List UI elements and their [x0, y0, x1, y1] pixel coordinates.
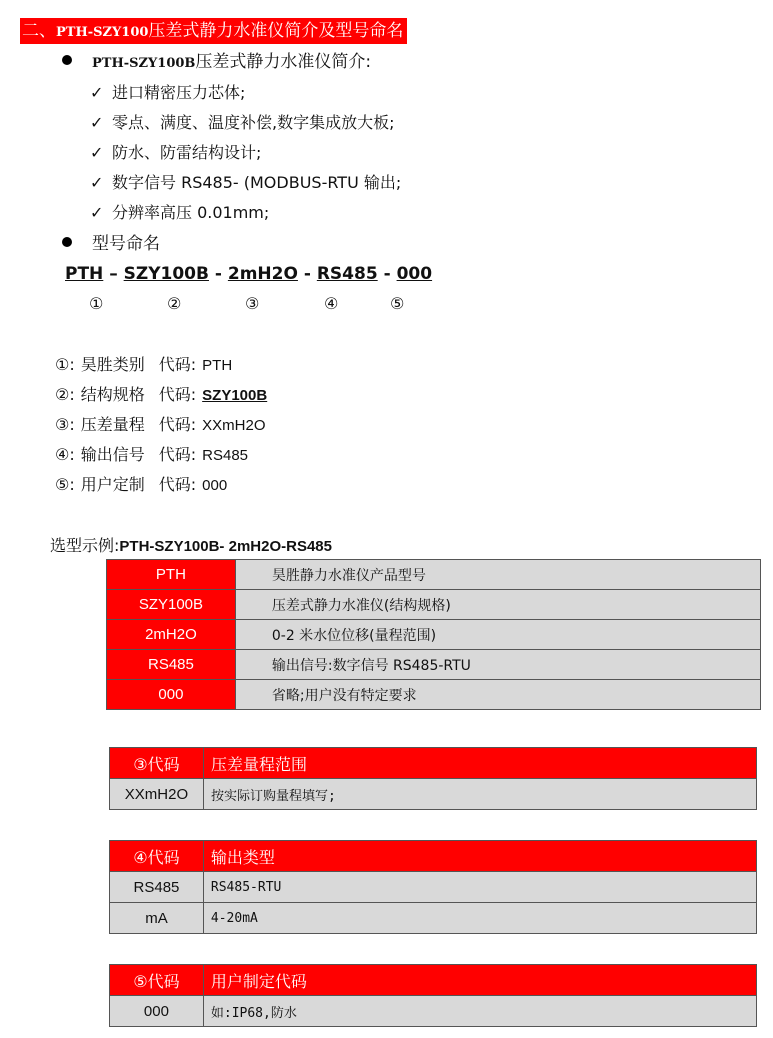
check-icon: ✓: [90, 143, 104, 162]
feature-item: [90, 171, 401, 195]
definition-code-label: 代码:: [158, 355, 197, 374]
table-key: PTH: [107, 560, 236, 590]
model-separator: -: [208, 264, 228, 284]
table-header-row: [110, 965, 757, 996]
range-table: [109, 747, 757, 810]
table-key: RS485: [107, 650, 236, 680]
definition-row: [55, 473, 227, 498]
table-row: [107, 590, 761, 620]
table-key: 000: [110, 996, 204, 1027]
model-marker: ④: [324, 294, 339, 313]
feature-item: [90, 201, 269, 225]
table-value: RS485-RTU: [203, 872, 756, 903]
definition-name: 结构规格: [80, 385, 145, 404]
feature-item: [90, 81, 245, 105]
model-marker: ③: [245, 294, 260, 313]
definition-name: 输出信号: [80, 445, 145, 464]
definition-marker: ④:: [55, 445, 75, 464]
table-row: [110, 996, 757, 1027]
table-key: mA: [110, 903, 204, 934]
table-key: SZY100B: [107, 590, 236, 620]
definition-code: PTH: [202, 357, 233, 374]
model-part-custom: 000: [396, 264, 433, 284]
definition-row: [55, 413, 266, 438]
table-row: [107, 650, 761, 680]
definition-row: [55, 383, 267, 408]
intro-text: 压差式静力水准仪简介:: [195, 52, 372, 72]
table-header-row: [110, 841, 757, 872]
check-icon: ✓: [90, 173, 104, 192]
table-value: 输出信号:数字信号 RS485-RTU: [235, 650, 760, 680]
table-header-value: 输出类型: [203, 841, 756, 872]
table-header-key: ⑤代码: [110, 965, 204, 996]
example-value: PTH-SZY100B- 2mH2O-RS485: [119, 538, 332, 555]
model-marker: ②: [167, 294, 182, 313]
naming-bullet: [62, 232, 160, 256]
definition-marker: ③:: [55, 415, 75, 434]
feature-text: 防水、防雷结构设计;: [112, 143, 262, 162]
definition-marker: ①:: [55, 355, 75, 374]
definition-code: RS485: [202, 447, 249, 464]
table-header-row: [110, 748, 757, 779]
table-key: RS485: [110, 872, 204, 903]
table-key: 000: [107, 680, 236, 710]
model-separator: -: [377, 264, 397, 284]
feature-text: 分辨率高压 0.01mm;: [112, 203, 270, 222]
definition-marker: ②:: [55, 385, 75, 404]
table-value: 如:IP68,防水: [203, 996, 756, 1027]
definition-marker: ⑤:: [55, 475, 75, 494]
table-value: 昊胜静力水准仪产品型号: [235, 560, 760, 590]
definition-name: 压差量程: [80, 415, 145, 434]
model-marker: ①: [89, 294, 104, 313]
table-row: [110, 779, 757, 810]
definition-code-label: 代码:: [158, 385, 197, 404]
intro-code: PTH-SZY100B: [92, 56, 196, 71]
naming-title: 型号命名: [92, 234, 160, 254]
table-header-key: ③代码: [110, 748, 204, 779]
heading-code: PTH-SZY100: [56, 25, 149, 40]
definition-name: 昊胜类别: [80, 355, 145, 374]
model-part-brand: PTH: [65, 264, 104, 284]
bullet-icon: [62, 237, 72, 247]
table-value: 省略;用户没有特定要求: [235, 680, 760, 710]
definition-name: 用户定制: [80, 475, 145, 494]
feature-text: 零点、满度、温度补偿,数字集成放大板;: [112, 113, 395, 132]
example-label: 选型示例:: [50, 536, 120, 555]
table-value: 按实际订购量程填写;: [203, 779, 756, 810]
table-header-value: 用户制定代码: [203, 965, 756, 996]
example-table: [106, 559, 761, 710]
table-row: [107, 680, 761, 710]
heading-prefix: 二、: [22, 21, 56, 41]
feature-item: [90, 141, 261, 165]
table-key: 2mH2O: [107, 620, 236, 650]
heading-text: 压差式静力水准仪简介及型号命名: [148, 21, 404, 41]
model-part-structure: SZY100B: [123, 264, 209, 284]
model-marker: ⑤: [390, 294, 405, 313]
table-value: 0-2 米水位位移(量程范围): [235, 620, 760, 650]
definition-code: 000: [202, 477, 228, 494]
table-row: [107, 560, 761, 590]
table-value: 压差式静力水准仪(结构规格): [235, 590, 760, 620]
table-row: [107, 620, 761, 650]
definition-code-label: 代码:: [158, 445, 197, 464]
check-icon: ✓: [90, 83, 104, 102]
selection-example: [50, 535, 332, 558]
definition-code-label: 代码:: [158, 475, 197, 494]
model-separator: -: [297, 264, 317, 284]
model-separator: –: [103, 264, 124, 284]
definition-code-label: 代码:: [158, 415, 197, 434]
custom-table: [109, 964, 757, 1027]
model-code: [65, 261, 432, 287]
bullet-icon: [62, 55, 72, 65]
table-key: XXmH2O: [110, 779, 204, 810]
model-part-output: RS485: [316, 264, 378, 284]
definition-row: [55, 443, 248, 468]
section-heading: [20, 18, 407, 44]
definition-code: SZY100B: [202, 387, 268, 404]
model-part-range: 2mH2O: [227, 264, 298, 284]
feature-item: [90, 111, 394, 135]
intro-bullet: [62, 50, 371, 76]
feature-text: 数字信号 RS485- (MODBUS-RTU 输出;: [112, 173, 402, 192]
definition-code: XXmH2O: [202, 417, 266, 434]
output-table: [109, 840, 757, 934]
table-row: [110, 903, 757, 934]
definition-row: [55, 353, 232, 378]
table-row: [110, 872, 757, 903]
check-icon: ✓: [90, 113, 104, 132]
table-header-key: ④代码: [110, 841, 204, 872]
table-value: 4-20mA: [203, 903, 756, 934]
table-header-value: 压差量程范围: [203, 748, 756, 779]
feature-text: 进口精密压力芯体;: [112, 83, 246, 102]
check-icon: ✓: [90, 203, 104, 222]
